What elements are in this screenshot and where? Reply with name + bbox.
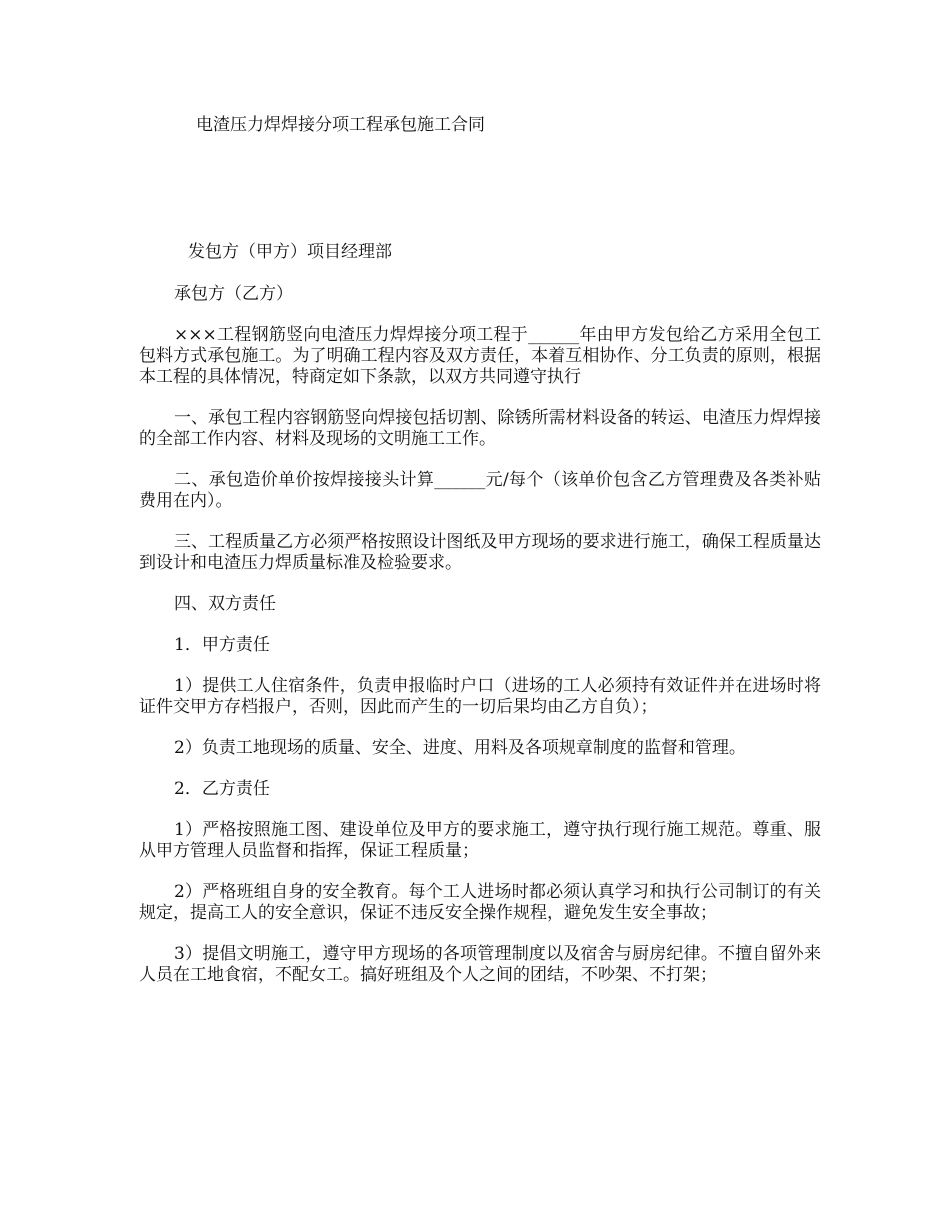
- contract-body: [139, 284, 821, 1006]
- intro-paragraph: ×××工程钢筋竖向电渣压力焊焊接分项工程于______年由甲方发包给乙方采用全包工包料方式承包施工。为了明确工程内容及双方责任，本着互相协作、分工负责的原则，根据本工程的具体情况，特商定如下条款，以双方共同遵守执行: [139, 325, 821, 387]
- party-a-item-1: 1）提供工人住宿条件，负责申报临时户口（进场的工人必须持有效证件并在进场时将证件交甲方存档报户，否则，因此而产生的一切后果均由乙方自负）；: [139, 676, 821, 717]
- party-a-item-2: 2）负责工地现场的质量、安全、进度、用料及各项规章制度的监督和管理。: [174, 738, 746, 758]
- party-a-responsibility-heading: 1．甲方责任: [174, 635, 270, 655]
- clause-1-scope: 一、承包工程内容钢筋竖向焊接包括切割、除锈所需材料设备的转运、电渣压力焊焊接的全部工作内容、材料及现场的文明施工工作。: [139, 408, 821, 449]
- clause-4-heading: 四、双方责任: [174, 594, 276, 614]
- party-b-item-1: 1）严格按照施工图、建设单位及甲方的要求施工，遵守执行现行施工规范。尊重、服从甲方管理人员监督和指挥，保证工程质量；: [139, 820, 821, 861]
- clause-3-quality: 三、工程质量乙方必须严格按照设计图纸及甲方现场的要求进行施工，确保工程质量达到设计和电渣压力焊质量标准及检验要求。: [139, 532, 821, 573]
- document-title: 电渣压力焊焊接分项工程承包施工合同: [196, 115, 485, 135]
- party-b-line: 承包方（乙方）: [174, 284, 293, 304]
- clause-2-price: 二、承包造价单价按焊接接头计算______元/每个（该单价包含乙方管理费及各类补贴费用在内）。: [139, 470, 821, 511]
- party-a-line: 发包方（甲方）项目经理部: [188, 242, 392, 262]
- party-b-item-2: 2）严格班组自身的安全教育。每个工人进场时都必须认真学习和执行公司制订的有关规定，提高工人的安全意识，保证不违反安全操作规程，避免发生安全事故；: [139, 882, 821, 923]
- party-b-item-3: 3）提倡文明施工，遵守甲方现场的各项管理制度以及宿舍与厨房纪律。不擅自留外来人员在工地食宿，不配女工。搞好班组及个人之间的团结，不吵架、不打架；: [139, 944, 821, 985]
- party-b-responsibility-heading: 2．乙方责任: [174, 779, 270, 799]
